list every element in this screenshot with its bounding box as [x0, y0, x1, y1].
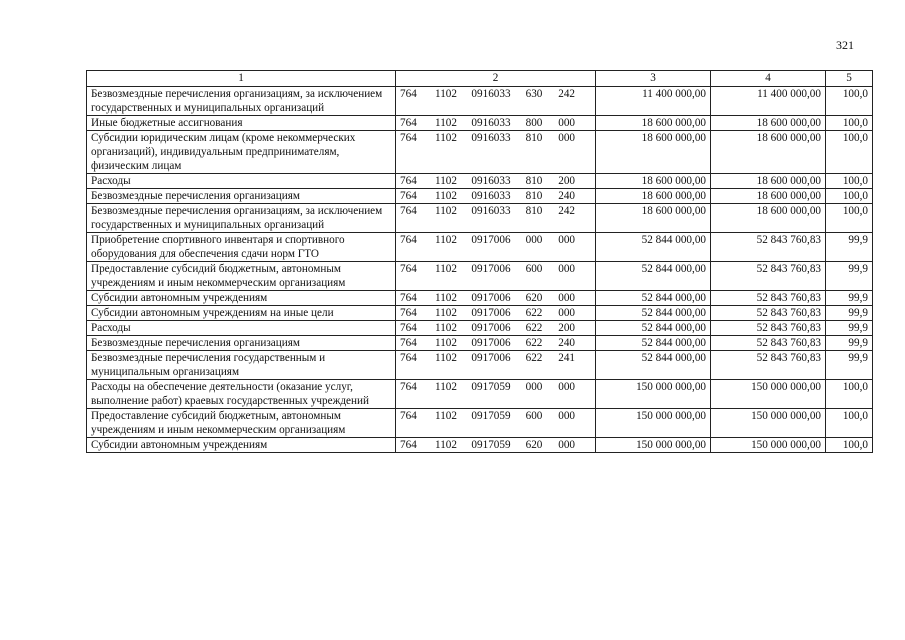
ministry-code: 764	[400, 322, 417, 334]
row-percent: 100,0	[826, 174, 873, 189]
row-percent: 100,0	[826, 87, 873, 116]
section-code: 1102	[435, 410, 457, 422]
row-plan-amount: 52 844 000,00	[596, 233, 711, 262]
section-code: 1102	[435, 292, 457, 304]
table-row	[87, 189, 873, 204]
expense-type-code: 000	[525, 381, 543, 393]
row-codes	[396, 204, 596, 233]
target-code: 0917006	[471, 263, 511, 275]
row-plan-amount: 52 844 000,00	[596, 321, 711, 336]
kosgu-code: 240	[558, 190, 575, 202]
row-codes	[396, 87, 596, 116]
row-codes	[396, 189, 596, 204]
row-actual-amount: 18 600 000,00	[711, 204, 826, 233]
row-actual-amount: 11 400 000,00	[711, 87, 826, 116]
row-actual-amount: 52 843 760,83	[711, 321, 826, 336]
row-actual-amount: 18 600 000,00	[711, 189, 826, 204]
row-actual-amount: 52 843 760,83	[711, 351, 826, 380]
row-codes	[396, 321, 596, 336]
expense-type-code: 600	[525, 410, 543, 422]
row-percent: 100,0	[826, 131, 873, 174]
section-code: 1102	[435, 190, 457, 202]
section-code: 1102	[435, 322, 457, 334]
row-actual-amount: 18 600 000,00	[711, 174, 826, 189]
kosgu-code: 000	[558, 307, 575, 319]
row-codes	[396, 174, 596, 189]
row-codes	[396, 438, 596, 453]
row-name: Безвозмездные перечисления организациям	[87, 189, 396, 204]
row-actual-amount: 150 000 000,00	[711, 438, 826, 453]
row-codes	[396, 306, 596, 321]
section-code: 1102	[435, 439, 457, 451]
target-code: 0917006	[471, 234, 511, 246]
row-name: Субсидии автономным учреждениям	[87, 291, 396, 306]
kosgu-code: 200	[558, 175, 575, 187]
table-row	[87, 351, 873, 380]
table-row	[87, 204, 873, 233]
expense-type-code: 622	[525, 322, 543, 334]
row-name: Предоставление субсидий бюджетным, автономным учреждениям и иным некоммерческим организациям	[87, 409, 396, 438]
row-name: Безвозмездные перечисления организациям, за исключением государственных и муниципальных организаций	[87, 204, 396, 233]
page-number: 321	[836, 38, 854, 52]
section-code: 1102	[435, 381, 457, 393]
target-code: 0917006	[471, 307, 511, 319]
row-name: Безвозмездные перечисления государственным и муниципальным организациям	[87, 351, 396, 380]
row-codes	[396, 262, 596, 291]
target-code: 0916033	[471, 88, 511, 100]
ministry-code: 764	[400, 337, 417, 349]
section-code: 1102	[435, 88, 457, 100]
kosgu-code: 200	[558, 322, 575, 334]
kosgu-code: 000	[558, 263, 575, 275]
row-percent: 100,0	[826, 409, 873, 438]
ministry-code: 764	[400, 190, 417, 202]
row-plan-amount: 52 844 000,00	[596, 351, 711, 380]
kosgu-code: 000	[558, 234, 575, 246]
section-code: 1102	[435, 205, 457, 217]
row-plan-amount: 18 600 000,00	[596, 174, 711, 189]
row-codes	[396, 233, 596, 262]
row-percent: 100,0	[826, 438, 873, 453]
ministry-code: 764	[400, 410, 417, 422]
expense-type-code: 620	[525, 292, 543, 304]
column-header: 4	[711, 71, 826, 87]
row-actual-amount: 150 000 000,00	[711, 409, 826, 438]
ministry-code: 764	[400, 234, 417, 246]
section-code: 1102	[435, 117, 457, 129]
row-name: Иные бюджетные ассигнования	[87, 116, 396, 131]
row-actual-amount: 52 843 760,83	[711, 262, 826, 291]
section-code: 1102	[435, 352, 457, 364]
row-percent: 99,9	[826, 336, 873, 351]
expense-type-code: 622	[525, 352, 543, 364]
row-name: Субсидии автономным учреждениям	[87, 438, 396, 453]
row-plan-amount: 150 000 000,00	[596, 438, 711, 453]
row-codes	[396, 351, 596, 380]
kosgu-code: 000	[558, 439, 575, 451]
target-code: 0916033	[471, 190, 511, 202]
row-name: Безвозмездные перечисления организациям, за исключением государственных и муниципальных организаций	[87, 87, 396, 116]
kosgu-code: 000	[558, 381, 575, 393]
kosgu-code: 000	[558, 292, 575, 304]
kosgu-code: 242	[558, 205, 575, 217]
row-actual-amount: 18 600 000,00	[711, 131, 826, 174]
target-code: 0916033	[471, 132, 511, 144]
section-code: 1102	[435, 175, 457, 187]
ministry-code: 764	[400, 381, 417, 393]
row-percent: 99,9	[826, 233, 873, 262]
row-name: Безвозмездные перечисления организациям	[87, 336, 396, 351]
expense-type-code: 620	[525, 439, 543, 451]
row-actual-amount: 52 843 760,83	[711, 233, 826, 262]
row-percent: 99,9	[826, 291, 873, 306]
section-code: 1102	[435, 307, 457, 319]
table-row	[87, 262, 873, 291]
row-percent: 99,9	[826, 306, 873, 321]
kosgu-code: 000	[558, 410, 575, 422]
row-percent: 99,9	[826, 321, 873, 336]
column-header: 2	[396, 71, 596, 87]
expense-type-code: 630	[525, 88, 543, 100]
row-codes	[396, 131, 596, 174]
row-actual-amount: 18 600 000,00	[711, 116, 826, 131]
kosgu-code: 000	[558, 132, 575, 144]
column-header: 1	[87, 71, 396, 87]
row-plan-amount: 52 844 000,00	[596, 262, 711, 291]
row-plan-amount: 150 000 000,00	[596, 380, 711, 409]
row-name: Субсидии юридическим лицам (кроме некоммерческих организаций), индивидуальным предпринимателям, физическим лицам	[87, 131, 396, 174]
kosgu-code: 242	[558, 88, 575, 100]
row-name: Предоставление субсидий бюджетным, автономным учреждениям и иным некоммерческим организациям	[87, 262, 396, 291]
target-code: 0917006	[471, 337, 511, 349]
expense-type-code: 800	[525, 117, 543, 129]
expense-type-code: 810	[525, 175, 543, 187]
section-code: 1102	[435, 234, 457, 246]
ministry-code: 764	[400, 117, 417, 129]
target-code: 0917059	[471, 439, 511, 451]
expense-type-code: 622	[525, 337, 543, 349]
expense-type-code: 810	[525, 190, 543, 202]
ministry-code: 764	[400, 439, 417, 451]
target-code: 0917059	[471, 381, 511, 393]
row-name: Приобретение спортивного инвентаря и спортивного оборудования для обеспечения сдачи норм ГТО	[87, 233, 396, 262]
row-codes	[396, 336, 596, 351]
ministry-code: 764	[400, 205, 417, 217]
table-row	[87, 87, 873, 116]
expense-type-code: 810	[525, 205, 543, 217]
row-codes	[396, 409, 596, 438]
kosgu-code: 000	[558, 117, 575, 129]
row-plan-amount: 52 844 000,00	[596, 306, 711, 321]
section-code: 1102	[435, 337, 457, 349]
row-name: Расходы на обеспечение деятельности (оказание услуг, выполнение работ) краевых государственных учреждений	[87, 380, 396, 409]
row-name: Субсидии автономным учреждениям на иные цели	[87, 306, 396, 321]
target-code: 0917006	[471, 352, 511, 364]
row-name: Расходы	[87, 174, 396, 189]
row-plan-amount: 52 844 000,00	[596, 336, 711, 351]
table-row	[87, 174, 873, 189]
ministry-code: 764	[400, 88, 417, 100]
row-plan-amount: 18 600 000,00	[596, 116, 711, 131]
table-row	[87, 233, 873, 262]
row-codes	[396, 291, 596, 306]
target-code: 0916033	[471, 205, 511, 217]
target-code: 0917059	[471, 410, 511, 422]
target-code: 0917006	[471, 322, 511, 334]
table-row	[87, 321, 873, 336]
row-plan-amount: 18 600 000,00	[596, 189, 711, 204]
table-row	[87, 409, 873, 438]
expense-type-code: 600	[525, 263, 543, 275]
table-row	[87, 438, 873, 453]
row-percent: 100,0	[826, 380, 873, 409]
table-row	[87, 306, 873, 321]
section-code: 1102	[435, 132, 457, 144]
table-row	[87, 131, 873, 174]
row-percent: 100,0	[826, 189, 873, 204]
kosgu-code: 241	[558, 352, 575, 364]
row-actual-amount: 52 843 760,83	[711, 291, 826, 306]
ministry-code: 764	[400, 175, 417, 187]
table-row	[87, 291, 873, 306]
table-header-row	[87, 71, 873, 87]
row-plan-amount: 18 600 000,00	[596, 204, 711, 233]
budget-table	[86, 70, 873, 453]
row-percent: 100,0	[826, 116, 873, 131]
row-plan-amount: 18 600 000,00	[596, 131, 711, 174]
ministry-code: 764	[400, 292, 417, 304]
row-actual-amount: 52 843 760,83	[711, 336, 826, 351]
expense-type-code: 622	[525, 307, 543, 319]
row-codes	[396, 380, 596, 409]
expense-type-code: 810	[525, 132, 543, 144]
column-header: 5	[826, 71, 873, 87]
row-actual-amount: 150 000 000,00	[711, 380, 826, 409]
row-percent: 100,0	[826, 204, 873, 233]
table-body	[87, 87, 873, 453]
kosgu-code: 240	[558, 337, 575, 349]
table-row	[87, 116, 873, 131]
row-codes	[396, 116, 596, 131]
target-code: 0916033	[471, 175, 511, 187]
table-row	[87, 336, 873, 351]
target-code: 0917006	[471, 292, 511, 304]
row-plan-amount: 52 844 000,00	[596, 291, 711, 306]
ministry-code: 764	[400, 132, 417, 144]
row-percent: 99,9	[826, 262, 873, 291]
ministry-code: 764	[400, 307, 417, 319]
column-header: 3	[596, 71, 711, 87]
ministry-code: 764	[400, 352, 417, 364]
row-plan-amount: 11 400 000,00	[596, 87, 711, 116]
target-code: 0916033	[471, 117, 511, 129]
row-name: Расходы	[87, 321, 396, 336]
table-row	[87, 380, 873, 409]
row-percent: 99,9	[826, 351, 873, 380]
ministry-code: 764	[400, 263, 417, 275]
row-plan-amount: 150 000 000,00	[596, 409, 711, 438]
expense-type-code: 000	[525, 234, 543, 246]
section-code: 1102	[435, 263, 457, 275]
row-actual-amount: 52 843 760,83	[711, 306, 826, 321]
